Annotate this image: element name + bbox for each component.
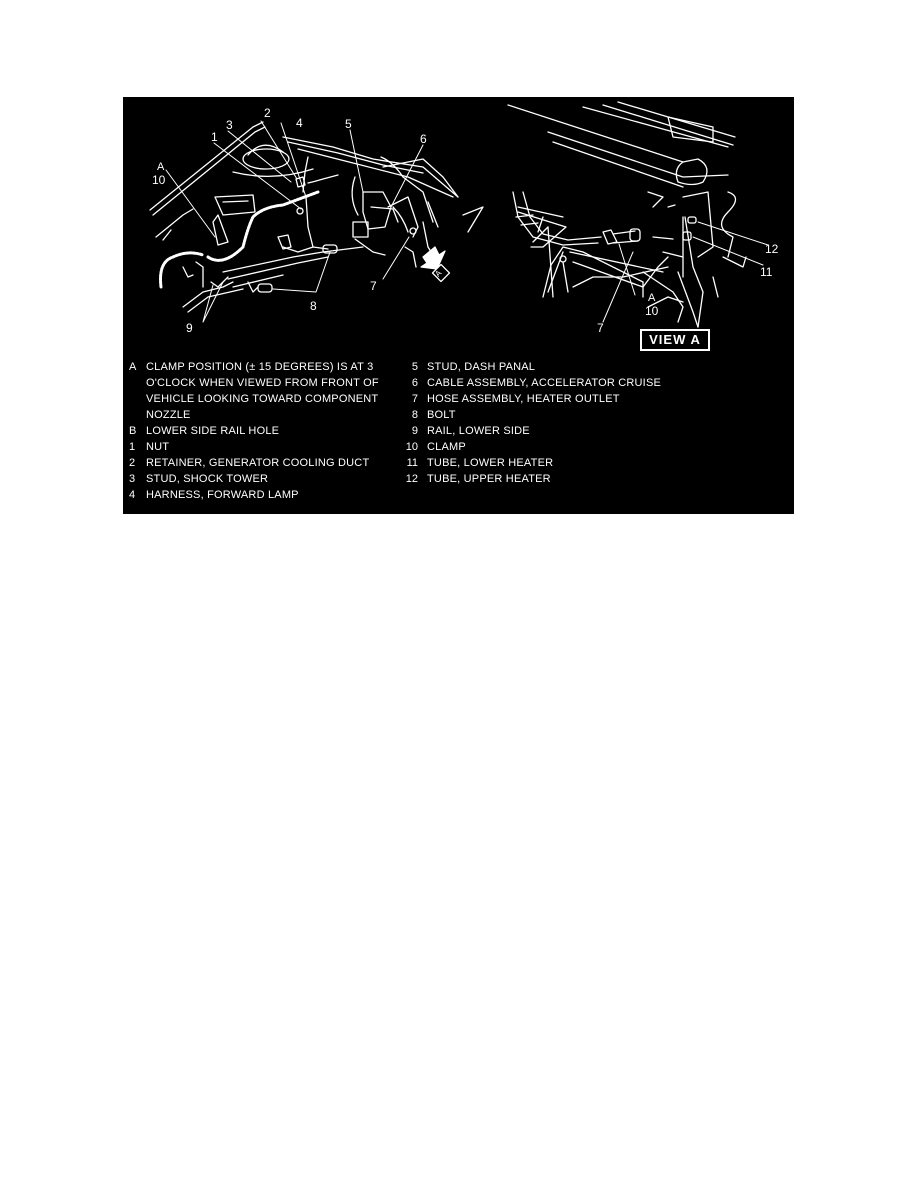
- legend-key: 3: [129, 473, 136, 485]
- legend-item-5: [396, 359, 696, 375]
- figure-date: 5-7-94: [727, 740, 754, 750]
- legend-text: RAIL, LOWER SIDE: [427, 425, 530, 437]
- legend-item-b: [129, 423, 399, 439]
- callout-2: 2: [264, 106, 271, 120]
- legend-text-line: VEHICLE LOOKING TOWARD COMPONENT: [146, 393, 379, 405]
- legend-item-a: [129, 359, 399, 423]
- legend-text: CLAMP: [427, 441, 466, 453]
- legend-item-8: [396, 407, 696, 423]
- view-a-callout-a: A: [648, 292, 656, 304]
- legend-text: [146, 359, 399, 423]
- view-a-callout-7: 7: [597, 321, 604, 335]
- callout-5: 5: [345, 117, 352, 131]
- legend-key: 7: [411, 393, 418, 405]
- legend-text: RETAINER, GENERATOR COOLING DUCT: [146, 457, 370, 469]
- legend-key: A: [129, 361, 137, 373]
- callout-6: 6: [420, 132, 427, 146]
- figure-stamp: [727, 740, 768, 762]
- legend-left-column: [129, 359, 399, 503]
- legend-text-line: CLAMP POSITION (± 15 DEGREES) IS AT 3: [146, 361, 374, 373]
- callout-8: 8: [310, 299, 317, 313]
- callout-4: 4: [296, 116, 303, 130]
- view-a-callout-11: 11: [760, 265, 773, 279]
- legend-text: STUD, SHOCK TOWER: [146, 473, 269, 485]
- legend-item-3: [129, 471, 399, 487]
- legend-text: BOLT: [427, 409, 456, 421]
- figure-code: WS0521B: [727, 751, 769, 761]
- legend-key: B: [129, 425, 137, 437]
- legend-key: 8: [411, 409, 418, 421]
- view-a-arrow-label: A: [433, 268, 444, 279]
- legend-item-4: [129, 487, 399, 503]
- legend-text-line: NOZZLE: [146, 409, 191, 421]
- callout-1: 1: [211, 130, 218, 144]
- legend-key: 5: [411, 361, 418, 373]
- legend-text: NUT: [146, 441, 170, 453]
- legend-item-2: [129, 455, 399, 471]
- legend-key: 4: [129, 489, 136, 501]
- diagram-panel: [123, 97, 794, 761]
- legend-key: 10: [405, 441, 418, 453]
- legend-item-7: [396, 391, 696, 407]
- view-a-title: VIEW A: [640, 329, 710, 351]
- legend-text: CABLE ASSEMBLY, ACCELERATOR CRUISE: [427, 377, 662, 389]
- legend-key: 6: [411, 377, 418, 389]
- legend-key: 2: [129, 457, 136, 469]
- legend-item-1: [129, 439, 399, 455]
- legend-text-line: O'CLOCK WHEN VIEWED FROM FRONT OF: [146, 377, 379, 389]
- legend-text: HOSE ASSEMBLY, HEATER OUTLET: [427, 393, 620, 405]
- legend-key: 11: [406, 457, 418, 469]
- legend-key: 1: [129, 441, 136, 453]
- legend-text: TUBE, LOWER HEATER: [427, 457, 554, 469]
- legend-item-11: [396, 455, 696, 471]
- callout-9: 9: [186, 321, 193, 335]
- callout-10: 10: [152, 173, 166, 187]
- callout-a: A: [157, 161, 165, 173]
- legend-item-6: [396, 375, 696, 391]
- legend-text: HARNESS, FORWARD LAMP: [146, 489, 299, 501]
- legend-key: 12: [405, 473, 418, 485]
- view-a-callout-12: 12: [765, 242, 779, 256]
- legend-text: STUD, DASH PANAL: [427, 361, 536, 373]
- callout-7: 7: [370, 279, 377, 293]
- legend-text: TUBE, UPPER HEATER: [427, 473, 551, 485]
- view-a-callout-10: 10: [645, 304, 659, 318]
- legend: [123, 359, 794, 761]
- legend-item-10: [396, 439, 696, 455]
- legend-text: LOWER SIDE RAIL HOLE: [146, 425, 280, 437]
- legend-right-column: [396, 359, 696, 487]
- view-a-drawing: [508, 102, 746, 327]
- engine-compartment-drawing: [123, 97, 794, 355]
- legend-item-9: [396, 423, 696, 439]
- legend-item-12: [396, 471, 696, 487]
- callout-3: 3: [226, 118, 233, 132]
- legend-key: 9: [411, 425, 418, 437]
